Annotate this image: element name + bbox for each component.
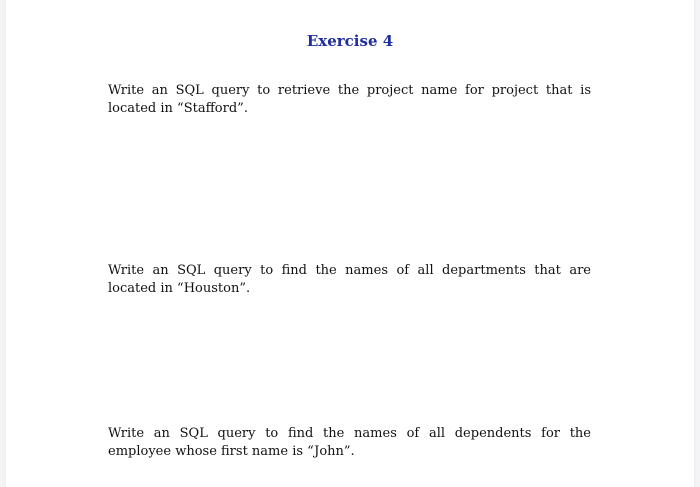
question-3: Write an SQL query to find the names of all dependents for the employee whose first name is “John”.	[108, 426, 591, 459]
question-2: Write an SQL query to find the names of all departments that are located in “Houston”.	[108, 263, 591, 296]
exercise-title: Exercise 4	[306, 32, 394, 50]
question-1: Write an SQL query to retrieve the project name for project that is located in “Stafford”.	[108, 83, 591, 116]
document-page	[6, 0, 694, 487]
